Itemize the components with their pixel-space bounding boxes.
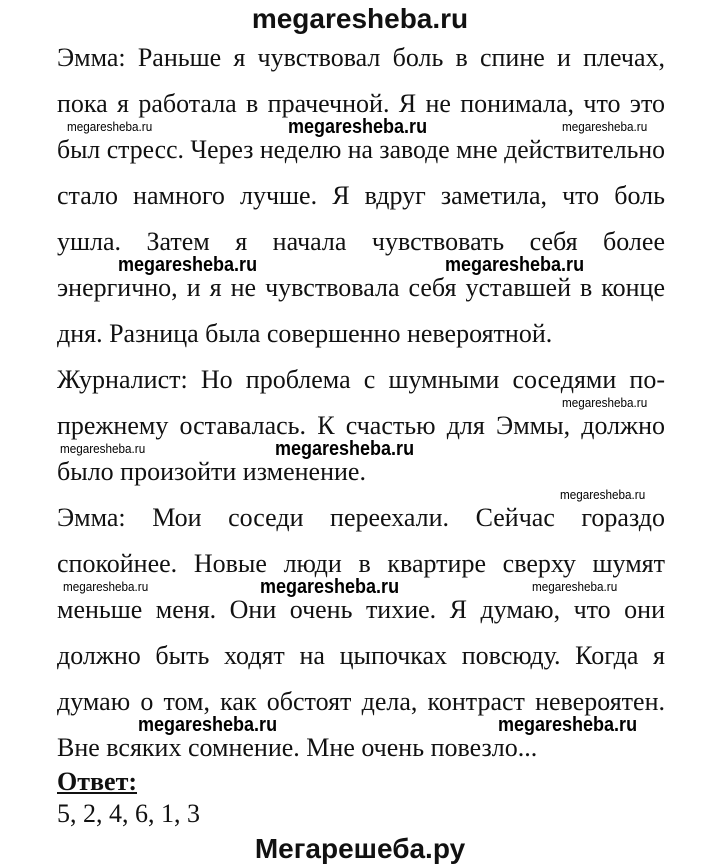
watermark: megaresheba.ru: [138, 714, 278, 736]
text-line: Эмма: Раньше я чувствовал боль в спине и плечах,: [57, 43, 665, 72]
text-line: спокойнее. Новые люди в квартире сверху шумят: [57, 549, 665, 578]
text-line: думаю о том, как обстоят дела, контраст невероятен.: [57, 687, 665, 716]
text-line: дня. Разница была совершенно невероятной.: [57, 319, 553, 348]
watermark: megaresheba.ru: [118, 254, 258, 276]
header-watermark: megaresheba.ru: [251, 3, 469, 34]
text-line: пока я работала в прачечной. Я не понимала, что это: [57, 89, 665, 118]
text-line: ушла. Затем я начала чувствовать себя более: [57, 227, 665, 256]
footer-watermark: Мегарешеба.ру: [254, 833, 466, 864]
text-line: энергично, и я не чувствовала себя уставшей в конце: [57, 273, 665, 302]
answer-text: 5, 2, 4, 6, 1, 3: [57, 799, 200, 828]
watermark: megaresheba.ru: [562, 395, 648, 410]
watermark: megaresheba.ru: [67, 119, 153, 134]
text-line: стало намного лучше. Я вдруг заметила, что боль: [57, 181, 665, 210]
text-line: был стресс. Через неделю на заводе мне действительно: [57, 135, 665, 164]
watermark: megaresheba.ru: [288, 116, 428, 138]
text-line: Вне всяких сомнение. Мне очень повезло...: [57, 733, 538, 762]
text-line: было произойти изменение.: [57, 457, 366, 486]
text-line: Эмма: Мои соседи переехали. Сейчас гораздо: [57, 503, 665, 532]
watermark: megaresheba.ru: [63, 579, 149, 594]
watermark: megaresheba.ru: [498, 714, 638, 736]
watermark: megaresheba.ru: [260, 576, 400, 598]
text-line: Журналист: Но проблема с шумными соседями по-: [57, 365, 665, 394]
text-line: должно быть ходят на цыпочках повсюду. Когда я: [57, 641, 665, 670]
watermark: megaresheba.ru: [275, 438, 415, 460]
watermark: megaresheba.ru: [562, 119, 648, 134]
answer-label: Ответ:: [57, 767, 138, 796]
watermark: megaresheba.ru: [560, 487, 646, 502]
text-line: меньше меня. Они очень тихие. Я думаю, что они: [57, 595, 665, 624]
watermark: megaresheba.ru: [60, 441, 146, 456]
watermark: megaresheba.ru: [445, 254, 585, 276]
text-line: прежнему оставалась. К счастью для Эммы, должно: [57, 411, 665, 440]
watermark: megaresheba.ru: [532, 579, 618, 594]
